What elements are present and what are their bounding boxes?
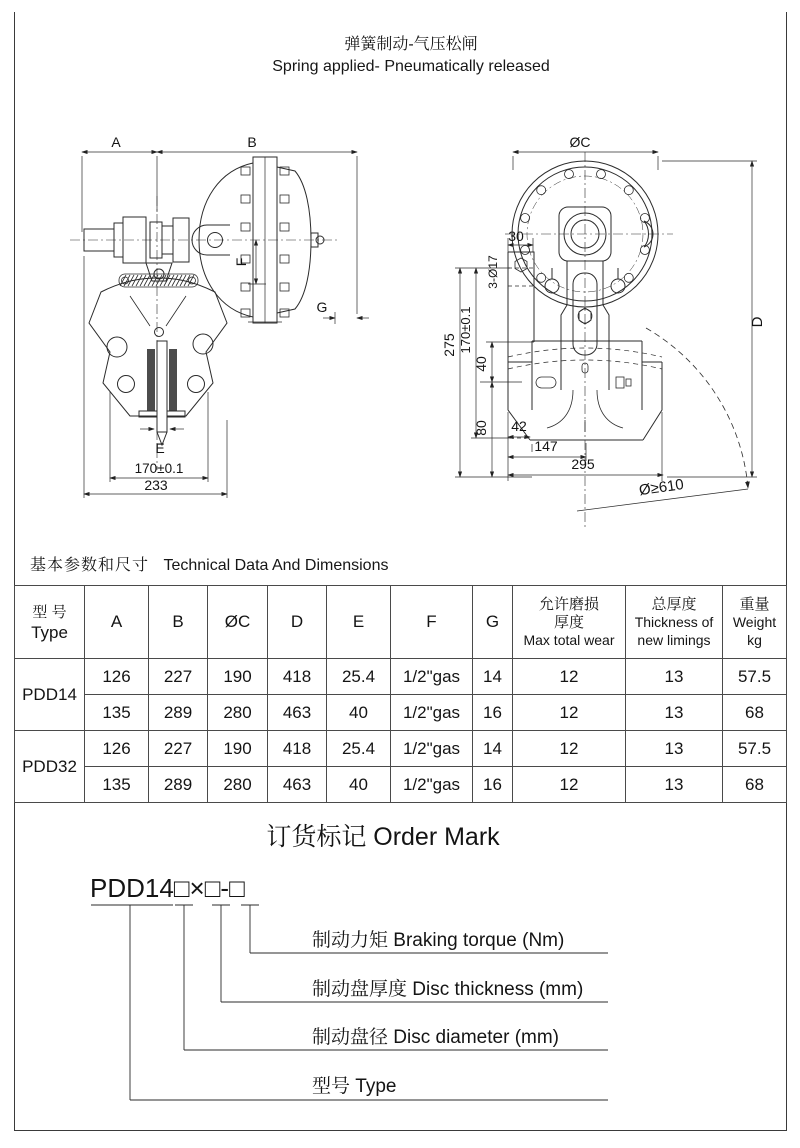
col-header-g: G	[473, 586, 513, 659]
cell: 227	[149, 659, 208, 695]
dim-label-oc: ØC	[569, 134, 591, 150]
cell: 190	[208, 659, 268, 695]
cell: 12	[513, 659, 626, 695]
dim-label-42: 42	[511, 418, 527, 434]
cell: 13	[626, 659, 723, 695]
dim-label-40: 40	[473, 356, 489, 372]
right-view-dimensions	[455, 152, 757, 481]
col-header-e: E	[327, 586, 391, 659]
table-row	[15, 695, 787, 731]
cell: 418	[268, 731, 327, 767]
table-heading	[30, 552, 388, 575]
cell: 13	[626, 731, 723, 767]
cell: 1/2"gas	[391, 731, 473, 767]
header-row	[15, 586, 787, 659]
type-cell-pdd32: PDD32	[15, 731, 85, 803]
table-row	[15, 767, 787, 803]
cell: 227	[149, 731, 208, 767]
cell: 1/2"gas	[391, 695, 473, 731]
cell: 40	[327, 767, 391, 803]
shaft-assembly	[84, 217, 189, 263]
label-disc-thickness: 制动盘厚度 Disc thickness (mm)	[312, 979, 584, 1000]
dim-label-f: F	[233, 257, 249, 267]
cell: 13	[626, 695, 723, 731]
dim-label-30: 30	[508, 228, 524, 244]
col-header-thickness: 总厚度 Thickness of new limings	[626, 586, 723, 659]
dim-label-d: D	[749, 316, 766, 328]
cell: 16	[473, 767, 513, 803]
brake-disc	[157, 341, 167, 445]
order-mark-code: PDD14□×□-□	[90, 873, 245, 903]
dim-label-80: 80	[473, 420, 489, 436]
order-mark-heading: 订货标记 Order Mark	[266, 823, 500, 851]
type-cell-pdd14: PDD14	[15, 659, 85, 731]
dim-label-b: B	[247, 134, 257, 150]
label-type: 型号 Type	[312, 1076, 397, 1097]
cell: 289	[149, 695, 208, 731]
cell: 463	[268, 767, 327, 803]
page-title-en: Spring applied- Pneumatically released	[272, 58, 550, 75]
col-header-d: D	[268, 586, 327, 659]
technical-drawings	[0, 0, 800, 560]
cell: 280	[208, 767, 268, 803]
cell: 1/2"gas	[391, 767, 473, 803]
page-title-zh: 弹簧制动-气压松闸	[344, 36, 478, 53]
cell: 57.5	[723, 731, 787, 767]
cell: 1/2"gas	[391, 659, 473, 695]
cell: 57.5	[723, 659, 787, 695]
col-header-max-wear: 允许磨损 厚度 Max total wear	[513, 586, 626, 659]
cell: 12	[513, 695, 626, 731]
dim-label-275: 275	[441, 333, 457, 357]
cell: 126	[85, 659, 149, 695]
right-front-view	[455, 152, 757, 528]
dim-label-g: G	[316, 299, 328, 315]
cell: 12	[513, 731, 626, 767]
cell: 14	[473, 731, 513, 767]
col-header-b: B	[149, 586, 208, 659]
order-mark-labels	[312, 929, 583, 1097]
cell: 25.4	[327, 659, 391, 695]
right-view-labels	[441, 134, 766, 499]
cell: 289	[149, 767, 208, 803]
mounting-bracket	[508, 252, 534, 438]
cell: 463	[268, 695, 327, 731]
dim-label-147: 147	[534, 438, 558, 454]
cell: 190	[208, 731, 268, 767]
cell: 280	[208, 695, 268, 731]
cell: 135	[85, 767, 149, 803]
col-header-a: A	[85, 586, 149, 659]
table-heading-en: Technical Data And Dimensions	[163, 557, 389, 574]
cell: 126	[85, 731, 149, 767]
cell: 40	[327, 695, 391, 731]
dim-label-3x17: 3-Ø17	[486, 255, 500, 289]
dim-label-170-left: 170±0.1	[134, 461, 184, 476]
technical-data-table	[14, 585, 787, 803]
left-view-labels	[111, 134, 327, 493]
left-side-view	[70, 152, 369, 498]
cell: 13	[626, 767, 723, 803]
table-row	[15, 659, 787, 695]
cell: 25.4	[327, 731, 391, 767]
col-header-c: ØC	[208, 586, 268, 659]
cell: 418	[268, 659, 327, 695]
label-disc-diameter: 制动盘径 Disc diameter (mm)	[312, 1027, 560, 1048]
table-row	[15, 731, 787, 767]
col-header-type: 型 号 Type	[15, 586, 85, 659]
dim-label-233: 233	[144, 477, 168, 493]
label-braking-torque: 制动力矩 Braking torque (Nm)	[312, 930, 565, 951]
cell: 135	[85, 695, 149, 731]
cell: 14	[473, 659, 513, 695]
col-header-f: F	[391, 586, 473, 659]
dim-label-a: A	[111, 134, 121, 150]
table-heading-zh: 基本参数和尺寸	[30, 557, 150, 574]
cell: 68	[723, 767, 787, 803]
cell: 68	[723, 695, 787, 731]
dim-label-170-right: 170±0.1	[458, 306, 473, 354]
order-mark-section	[0, 800, 800, 1148]
dim-label-disc-diameter: Ø≥610	[637, 475, 685, 500]
dim-label-295: 295	[571, 456, 595, 472]
cell: 12	[513, 767, 626, 803]
col-header-weight: 重量 Weight kg	[723, 586, 787, 659]
dim-label-e: E	[155, 440, 165, 456]
cell: 16	[473, 695, 513, 731]
